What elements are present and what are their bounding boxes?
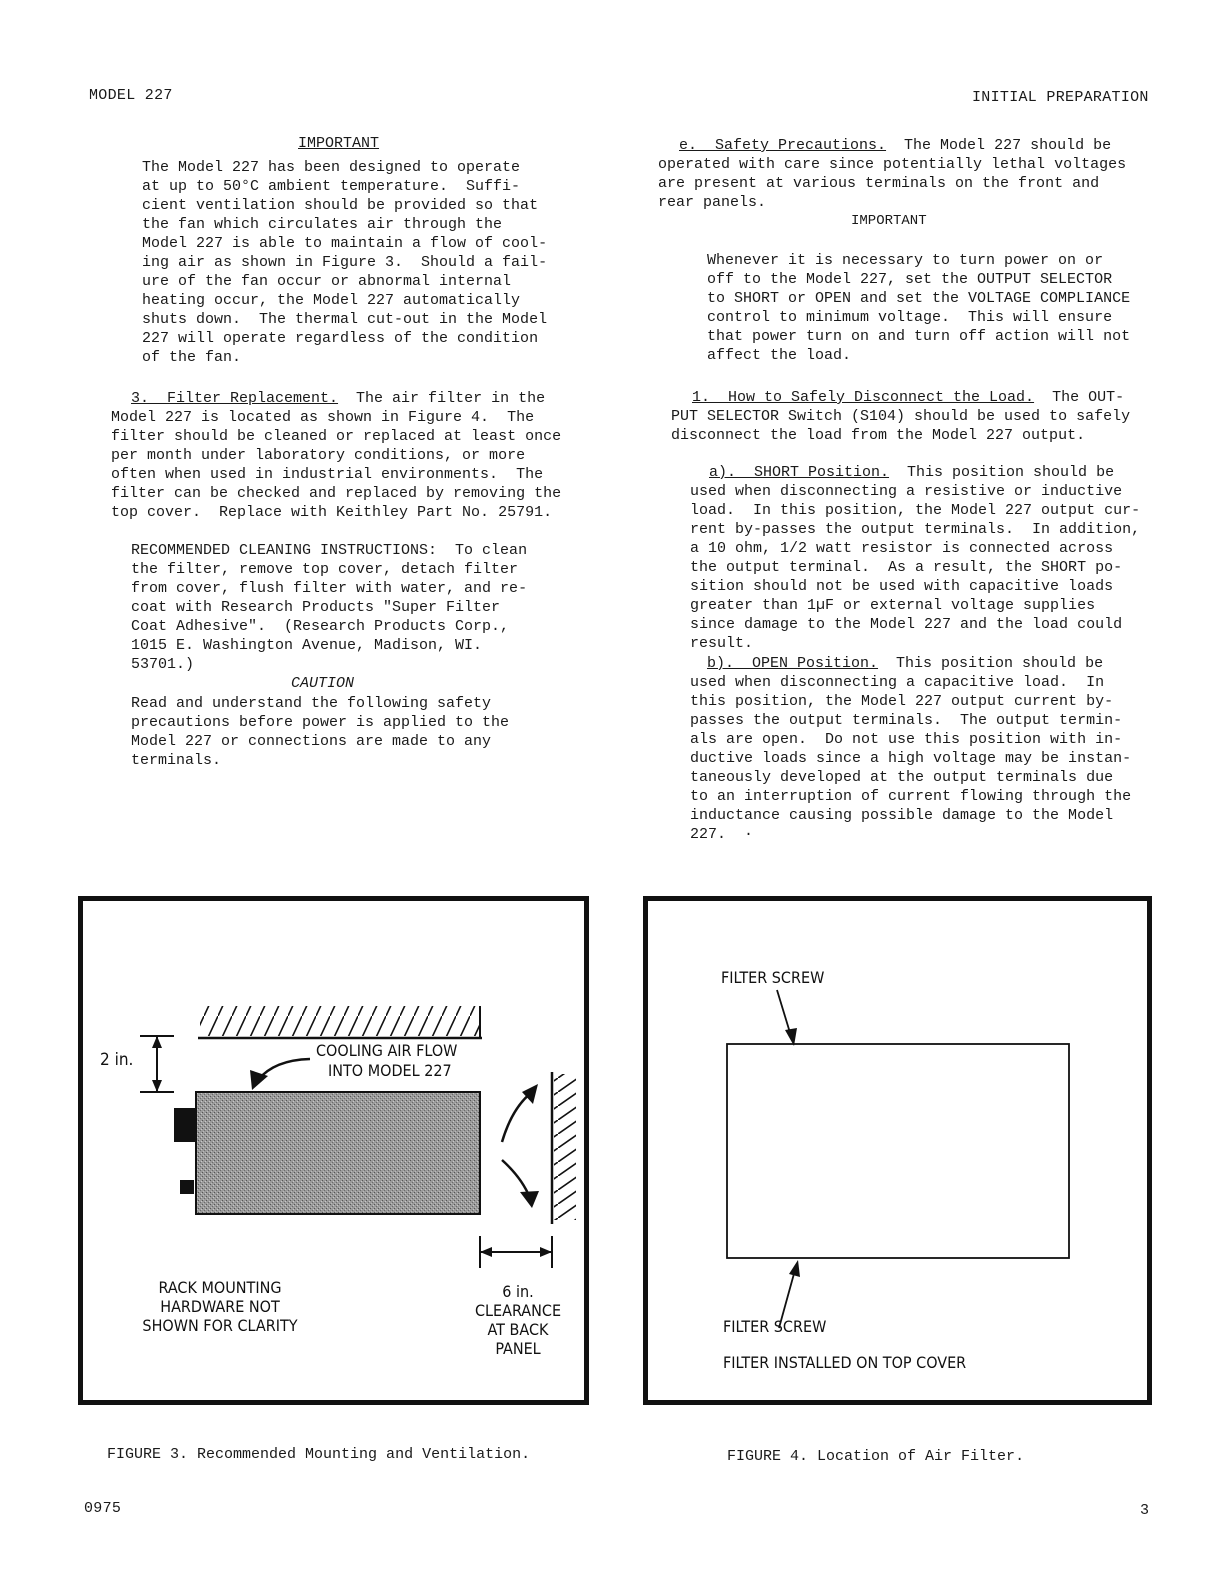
figure-3-airflow-label-1: COOLING AIR FLOW [316, 1041, 458, 1060]
important-title-left: IMPORTANT [298, 135, 380, 152]
front-terminal [180, 1180, 194, 1194]
figure-4-caption-text: Location of Air Filter. [817, 1448, 1025, 1465]
header-section-title: INITIAL PREPARATION [972, 89, 1149, 106]
open-position-first-line [707, 654, 1103, 673]
figure-3-dim-label: 2 in. [100, 1050, 134, 1070]
figure-4-caption [727, 1448, 1024, 1465]
clearance-line-2: CLEARANCE [474, 1301, 562, 1320]
caution-title: CAUTION [291, 675, 355, 692]
short-position-body: used when disconnecting a resistive or inductive load. In this position, the Model 227 output cur- rent by-passes the output terminals. In addition, a 10 ohm, 1/2 watt resistor is connected across the output terminal. As a result, the SHORT po- sition should not be used with capacitive loads greater than 1µF or external voltage supplies since damage to the Model 227 and the load could result. [690, 483, 1141, 652]
filter-replacement-heading: 3. Filter Replacement. [131, 390, 339, 407]
page-number: 3 [1140, 1502, 1150, 1519]
clearance-dimension-top [140, 1036, 174, 1092]
disconnect-load-first-line [692, 388, 1124, 407]
safety-precautions-body: operated with care since potentially lethal voltages are present at various terminals on the front and rear panels. [658, 156, 1127, 211]
figure-3-caption-label: FIGURE 3. [107, 1446, 189, 1463]
figure-3-caption [107, 1446, 530, 1463]
figure-3-airflow-label-2: INTO MODEL 227 [328, 1061, 452, 1080]
exhaust-arrows-icon [502, 1084, 539, 1208]
rack-note-line-2: HARDWARE NOT [160, 1297, 280, 1316]
filter-outline [727, 1044, 1069, 1258]
rack-note-line-1: RACK MOUNTING [158, 1278, 282, 1297]
disconnect-load-lead: The OUT- [1034, 389, 1125, 406]
top-screw-arrow-icon [777, 990, 797, 1046]
clearance-dimension-back [480, 1236, 552, 1268]
important-note-right: Whenever it is necessary to turn power on or off to the Model 227, set the OUTPUT SELECTOR to SHORT or OPEN and set the VOLTAGE COMPLIANCE control to minimum voltage. This will ensure that power turn on and turn off action will not affect the load. [707, 252, 1131, 364]
airflow-arrow-icon [250, 1059, 310, 1090]
open-position-heading: b). OPEN Position. [707, 655, 879, 672]
important-note-left: The Model 227 has been designed to operate at up to 50°C ambient temperature. Suffi- cient ventilation should be provided so that the fan which circulates air through the Model 227 is able to maintain a flow of cool- ing air as shown in Figure 3. Should a fail- ure of the fan occur or abnormal internal heating occur, the Model 227 automatically shuts down. The thermal cut-out in the Model 227 will operate regardless of the condition of the fan. [142, 159, 548, 366]
ceiling-hatch [198, 1006, 482, 1038]
figure-4-bottom-label: FILTER SCREW [723, 1317, 827, 1336]
figure-3-rack-note [120, 1278, 320, 1335]
front-knob [174, 1108, 196, 1142]
header-model: MODEL 227 [89, 87, 173, 104]
cleaning-instructions: RECOMMENDED CLEANING INSTRUCTIONS: To clean the filter, remove top cover, detach filter from cover, flush filter with water, and re- coat with Research Products "Super Filter Coat Adhesive". (Research Products Corp., 1015 E. Washington Avenue, Madison, WI. 53701.) [131, 542, 528, 673]
open-position-lead: This position should be [878, 655, 1104, 672]
short-position-first-line [709, 463, 1114, 482]
figure-3-caption-text: Recommended Mounting and Ventilation. [197, 1446, 531, 1463]
clearance-line-3: AT BACK [487, 1320, 549, 1339]
clearance-line-4: PANEL [495, 1339, 541, 1358]
rack-note-line-3: SHOWN FOR CLARITY [142, 1316, 298, 1335]
filter-replacement-body: Model 227 is located as shown in Figure 4. The filter should be cleaned or replaced at least once per month under laboratory conditions, or more often when used in industrial environments. The filter can be checked and replaced by removing the top cover. Replace with Keithley Part No. 25791. [111, 409, 562, 521]
safety-precautions-heading: e. Safety Precautions. [679, 137, 887, 154]
important-title-right: IMPORTANT [851, 213, 927, 229]
open-position-body: used when disconnecting a capacitive load. In this position, the Model 227 output current by- passes the output terminals. The output termin- als are open. Do not use this position with in- ductive loads since a high voltage may be instan- taneously developed at the output terminals due to an interruption of current flowing through the inductance causing possible damage to the Model 227. · [690, 674, 1132, 843]
figure-4-note: FILTER INSTALLED ON TOP COVER [723, 1353, 967, 1372]
model-227-unit [196, 1092, 480, 1214]
safety-precautions-lead: The Model 227 should be [886, 137, 1112, 154]
short-position-lead: This position should be [889, 464, 1115, 481]
short-position-heading: a). SHORT Position. [709, 464, 890, 481]
caution-body: Read and understand the following safety precautions before power is applied to the Model 227 or connections are made to any terminals. [131, 695, 510, 769]
figure-3-clearance-note [458, 1282, 578, 1358]
figure-4-drawing [643, 896, 1152, 1405]
clearance-line-1: 6 in. [502, 1282, 534, 1301]
safety-precautions-first-line [679, 136, 1111, 155]
footer-date-code: 0975 [84, 1500, 122, 1517]
disconnect-load-body: PUT SELECTOR Switch (S104) should be used to safely disconnect the load from the Model 227 output. [671, 408, 1131, 444]
filter-replacement-first-line [131, 389, 545, 408]
back-wall-hatch [552, 1072, 576, 1224]
figure-4-top-label: FILTER SCREW [721, 968, 825, 987]
filter-replacement-lead: The air filter in the [338, 390, 546, 407]
disconnect-load-heading: 1. How to Safely Disconnect the Load. [692, 389, 1035, 406]
figure-4-caption-label: FIGURE 4. [727, 1448, 809, 1465]
